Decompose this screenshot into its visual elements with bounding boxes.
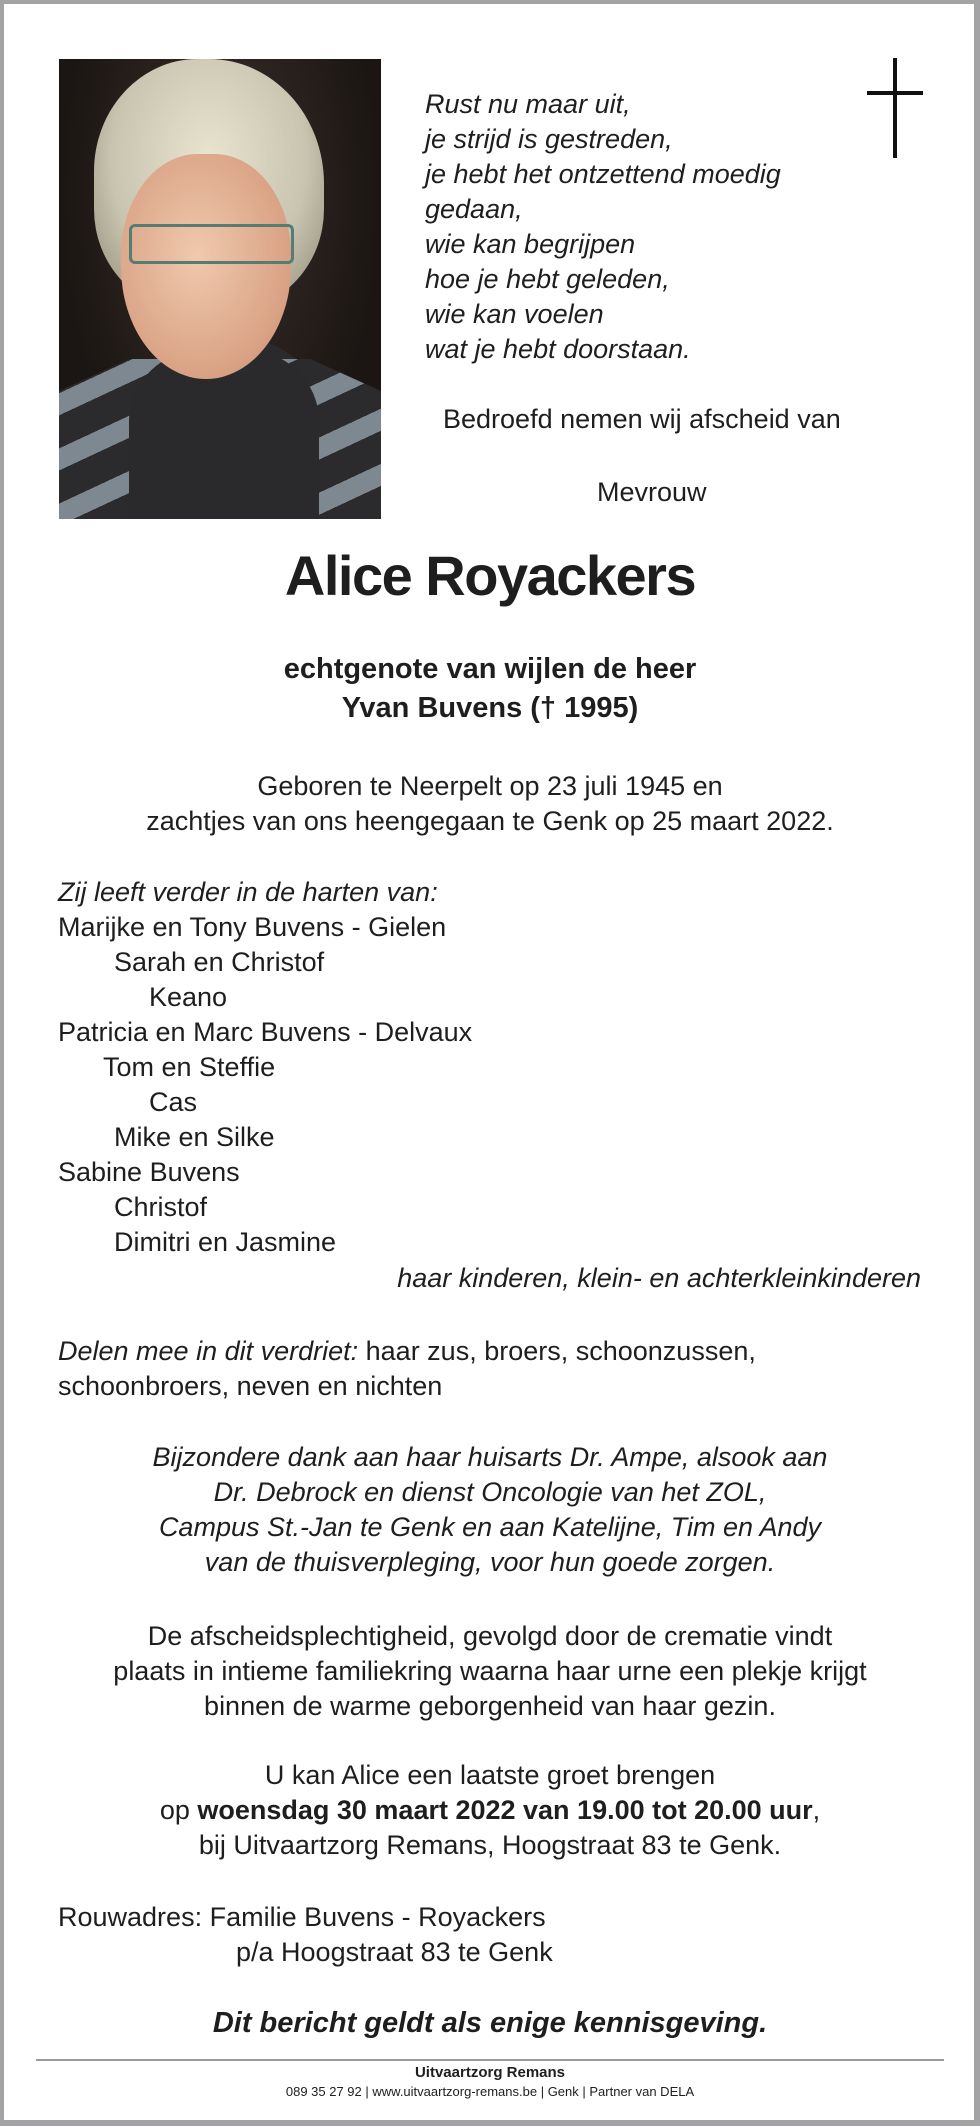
visit-line-date: op woensdag 30 maart 2022 van 19.00 tot 20.00 uur, bbox=[159, 1795, 821, 1825]
notice: Dit bericht geldt als enige kennisgeving. bbox=[212, 2007, 768, 2039]
thanks-line: Dr. Debrock en dienst Oncologie van het ZOL, bbox=[213, 1477, 767, 1507]
birth-death-line: zachtjes van ons heengegaan te Genk op 25 maart 2022. bbox=[146, 806, 834, 836]
family-member: Tom en Steffie bbox=[103, 1052, 276, 1082]
thanks-line: Campus St.-Jan te Genk en aan Katelijne, Tim en Andy bbox=[158, 1512, 822, 1542]
ceremony-line: De afscheidsplechtigheid, gevolgd door de crematie vindt bbox=[147, 1621, 833, 1651]
family-member: Patricia en Marc Buvens - Delvaux bbox=[58, 1017, 473, 1047]
thanks-line: van de thuisverpleging, voor hun goede zorgen. bbox=[204, 1547, 776, 1577]
family-member: Cas bbox=[149, 1087, 198, 1117]
poem-line: je hebt het ontzettend moedig bbox=[425, 159, 781, 189]
poem-line: gedaan, bbox=[425, 194, 523, 224]
poem-line: wat je hebt doorstaan. bbox=[425, 334, 691, 364]
family-member: Marijke en Tony Buvens - Gielen bbox=[58, 912, 447, 942]
address-line: p/a Hoogstraat 83 te Genk bbox=[236, 1937, 553, 1967]
family-heading: Zij leeft verder in de harten van: bbox=[58, 877, 438, 907]
cross-icon bbox=[867, 58, 923, 158]
thanks-line: Bijzondere dank aan haar huisarts Dr. Ampe, alsook aan bbox=[152, 1442, 828, 1472]
spouse-line: Yvan Buvens († 1995) bbox=[341, 692, 639, 724]
poem-line: je strijd is gestreden, bbox=[425, 124, 673, 154]
footer-company: Uitvaartzorg Remans bbox=[414, 2064, 566, 2081]
family-caption: haar kinderen, klein- en achterkleinkinderen bbox=[397, 1263, 921, 1293]
divider bbox=[36, 2059, 944, 2061]
family-member: Sarah en Christof bbox=[114, 947, 325, 977]
spouse-line: echtgenote van wijlen de heer bbox=[283, 653, 697, 685]
ceremony-line: binnen de warme geborgenheid van haar gezin. bbox=[204, 1691, 776, 1721]
intro-text: Bedroefd nemen wij afscheid van bbox=[443, 404, 841, 434]
deceased-name: Alice Royackers bbox=[284, 544, 696, 607]
share-line bbox=[58, 1335, 756, 1367]
address-line: Rouwadres: Familie Buvens - Royackers bbox=[58, 1902, 546, 1932]
poem-line: Rust nu maar uit, bbox=[425, 89, 631, 119]
birth-death-line: Geboren te Neerpelt op 23 juli 1945 en bbox=[257, 771, 723, 801]
visit-line: bij Uitvaartzorg Remans, Hoogstraat 83 te Genk. bbox=[198, 1830, 782, 1860]
ceremony-line: plaats in intieme familiekring waarna haar urne een plekje krijgt bbox=[113, 1656, 867, 1686]
family-member: Keano bbox=[149, 982, 228, 1012]
share-label: Delen mee in dit verdriet: bbox=[58, 1336, 359, 1366]
share-line-2: schoonbroers, neven en nichten bbox=[58, 1371, 443, 1401]
visit-line: U kan Alice een laatste groet brengen bbox=[264, 1760, 716, 1790]
family-member: Mike en Silke bbox=[114, 1122, 275, 1152]
portrait-photo bbox=[59, 59, 381, 519]
share-text: haar zus, broers, schoonzussen, bbox=[358, 1336, 756, 1366]
poem-line: hoe je hebt geleden, bbox=[425, 264, 670, 294]
visit-datetime: woensdag 30 maart 2022 van 19.00 tot 20.00 uur bbox=[197, 1795, 813, 1825]
salutation: Mevrouw bbox=[597, 477, 707, 507]
family-member: Christof bbox=[114, 1192, 208, 1222]
poem-line: wie kan begrijpen bbox=[425, 229, 636, 259]
footer-contact: 089 35 27 92 | www.uitvaartzorg-remans.be | Genk | Partner van DELA bbox=[285, 2084, 695, 2099]
family-member: Sabine Buvens bbox=[58, 1157, 240, 1187]
family-member: Dimitri en Jasmine bbox=[114, 1227, 337, 1257]
poem-line: wie kan voelen bbox=[425, 299, 604, 329]
